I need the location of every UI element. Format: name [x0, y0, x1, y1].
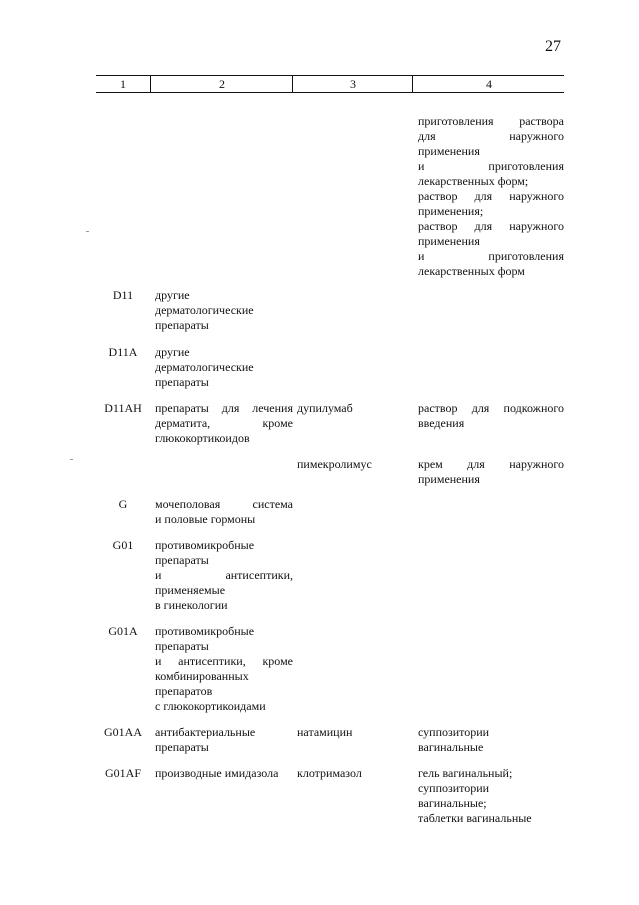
group-line: противомикробные: [155, 624, 255, 638]
form-line: крем для наружного: [418, 457, 564, 471]
margin-mark: [86, 231, 89, 232]
form-line: приготовления раствора: [418, 114, 564, 128]
group-line: препараты для лечения: [155, 401, 293, 415]
group-line: препараты: [155, 318, 209, 332]
group-line: и антисептики, кроме: [155, 654, 293, 668]
form-line: для наружного: [418, 129, 564, 143]
atc-code: G01AF: [104, 766, 141, 780]
form-line: применения: [418, 234, 480, 248]
form-line: введения: [418, 416, 465, 430]
dosage-form: [418, 401, 564, 431]
form-line: применения: [418, 144, 480, 158]
group-line: производные имидазола: [155, 766, 279, 780]
form-line: суппозитории: [418, 725, 490, 739]
drug-name: дупилумаб: [297, 401, 353, 415]
group-name: [155, 538, 293, 613]
atc-code: G01: [112, 538, 134, 552]
group-line: препараты: [155, 553, 209, 567]
drug-name: пимекролимус: [297, 457, 372, 471]
column-header-3: 3: [292, 76, 413, 92]
form-line: лекарственных форм;: [418, 174, 529, 188]
group-line: дерматита, кроме: [155, 416, 293, 430]
group-line: и половые гормоны: [155, 512, 256, 526]
group-name: [155, 624, 293, 714]
group-line: препаратов: [155, 684, 213, 698]
group-name: [155, 401, 293, 446]
atc-code: G: [118, 497, 128, 511]
dosage-form: [418, 725, 564, 755]
group-line: антибактериальные: [155, 725, 256, 739]
form-line: раствор для наружного: [418, 219, 564, 233]
atc-code: D11A: [108, 345, 138, 359]
atc-code: D11: [112, 288, 134, 302]
dosage-form: [418, 766, 564, 826]
form-line: таблетки вагинальные: [418, 811, 532, 825]
form-line: суппозитории: [418, 781, 490, 795]
atc-code: D11AH: [104, 401, 142, 415]
continuation-dosage-forms: [418, 114, 564, 279]
form-line: раствор для подкожного: [418, 401, 564, 415]
group-line: другие: [155, 345, 190, 359]
group-line: мочеполовая система: [155, 497, 293, 511]
drug-name: натамицин: [297, 725, 353, 739]
atc-code: G01A: [108, 624, 138, 638]
group-line: и антисептики,: [155, 568, 293, 582]
column-header-1: 1: [120, 77, 126, 91]
group-line: противомикробные: [155, 538, 255, 552]
group-line: применяемые: [155, 583, 226, 597]
group-name: [155, 288, 293, 333]
group-name: [155, 345, 293, 390]
form-line: гель вагинальный;: [418, 766, 513, 780]
group-line: с глюкокортикоидами: [155, 699, 266, 713]
column-header-4: 4: [412, 76, 565, 92]
dosage-form: [418, 457, 564, 487]
group-line: глюкокортикоидов: [155, 431, 250, 445]
form-line: и приготовления: [418, 159, 564, 173]
form-line: раствор для наружного: [418, 189, 564, 203]
drug-name: клотримазол: [297, 766, 362, 780]
column-header-2: 2: [150, 76, 293, 92]
atc-code: G01AA: [104, 725, 142, 739]
group-name: [155, 497, 293, 527]
group-line: другие: [155, 288, 190, 302]
group-line: дерматологические: [155, 360, 254, 374]
group-line: дерматологические: [155, 303, 254, 317]
form-line: и приготовления: [418, 249, 564, 263]
form-line: применения: [418, 472, 480, 486]
group-line: препараты: [155, 375, 209, 389]
group-name: [155, 725, 293, 755]
group-line: препараты: [155, 639, 209, 653]
group-line: препараты: [155, 740, 209, 754]
form-line: применения;: [418, 204, 484, 218]
group-name: [155, 766, 295, 781]
group-line: комбинированных: [155, 669, 249, 683]
page-number: 27: [545, 38, 561, 55]
form-line: лекарственных форм: [418, 264, 525, 278]
margin-mark: [70, 459, 73, 460]
table-header-row: [96, 75, 564, 93]
form-line: вагинальные;: [418, 796, 487, 810]
form-line: вагинальные: [418, 740, 484, 754]
group-line: в гинекологии: [155, 598, 228, 612]
